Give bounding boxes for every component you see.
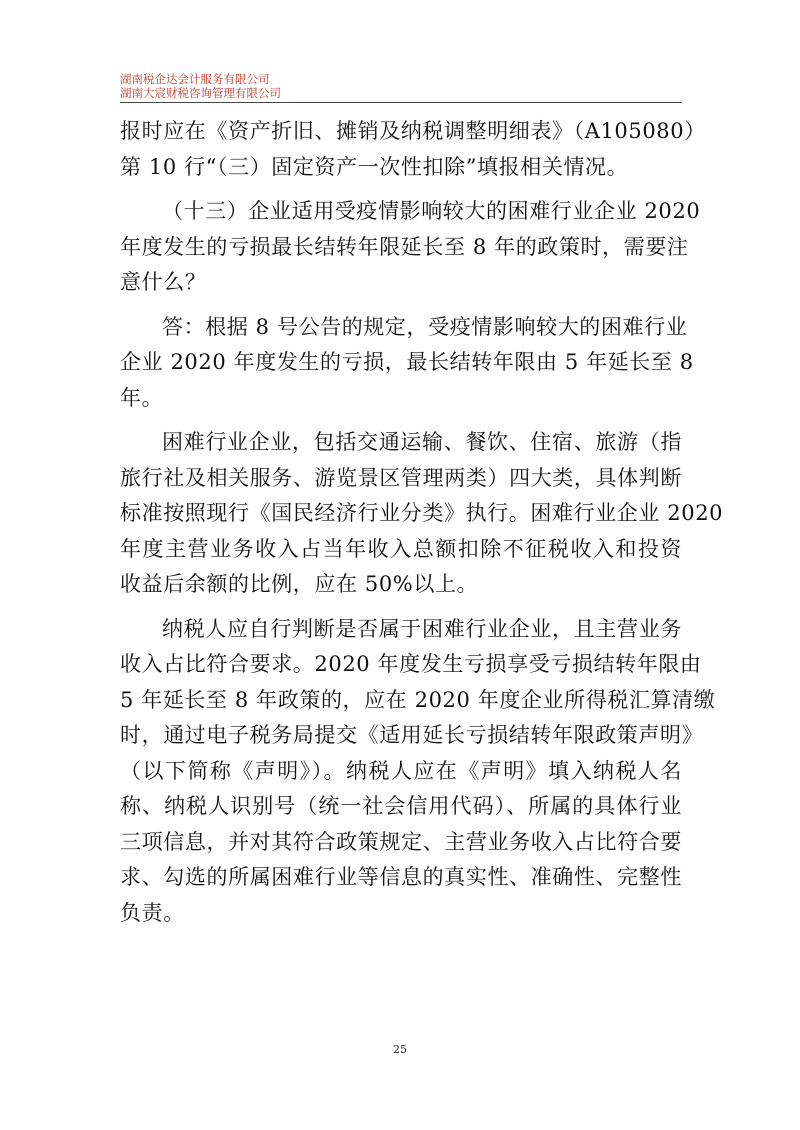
text-line: 负责。 [120,900,185,925]
text-line: 5 年延长至 8 年政策的，应在 2020 年度企业所得税汇算清缴 [120,687,716,712]
text-line: 企业 2020 年度发生的亏损，最长结转年限由 5 年延长至 8 [120,350,694,374]
header-company-1: 湖南税企达会计服务有限公司 [120,72,270,86]
text-line: 困难行业企业，包括交通运输、餐饮、住宿、旅游（指 [162,430,682,454]
text-line: 报时应在《资产折旧、摊销及纳税调整明细表》（A105080） [120,119,706,143]
text-line: 收入占比符合要求。2020 年度发生亏损享受亏损结转年限由 [120,652,702,676]
paragraph-4 [120,425,724,603]
text-line: 时，通过电子税务局提交《适用延长亏损结转年限政策声明》 [120,723,704,747]
header-company-2: 湖南大宸财税咨询管理有限公司 [120,86,281,100]
text-line: 意什么？ [120,270,207,294]
paragraph-5 [120,612,716,932]
paragraph-1 [120,114,706,185]
paragraph-3 [120,310,694,417]
text-line: 年度发生的亏损最长结转年限延长至 8 年的政策时，需要注 [120,234,689,259]
text-line: 三项信息，并对其符合政策规定、主营业务收入占比符合要 [120,829,682,854]
text-line: （十三）企业适用受疫情影响较大的困难行业企业 2020 [162,199,701,223]
header-divider [120,102,682,103]
text-line: 称、纳税人识别号（统一社会信用代码）、所属的具体行业 [120,794,682,818]
text-line: 标准按照现行《国民经济行业分类》执行。困难行业企业 2020 [120,501,724,525]
text-line: 纳税人应自行判断是否属于困难行业企业，且主营业务 [162,616,682,641]
text-line: 年。 [120,385,164,410]
text-line: 答：根据 8 号公告的规定，受疫情影响较大的困难行业 [162,314,688,339]
paragraph-2 [120,194,701,301]
text-line: 年度主营业务收入占当年收入总额扣除不征税收入和投资 [120,536,682,561]
text-line: 收益后余额的比例，应在 50%以上。 [120,572,479,596]
text-line: 求、勾选的所属困难行业等信息的真实性、准确性、完整性 [120,865,682,889]
document-body [120,114,724,931]
text-line: （以下简称《声明》）。纳税人应在《声明》填入纳税人名 [120,758,682,783]
page-number: 25 [393,1043,407,1056]
page-header [120,72,281,100]
text-line: 旅行社及相关服务、游览景区管理两类）四大类，具体判断 [120,465,682,490]
text-line: 第 10 行“（三）固定资产一次性扣除”填报相关情况。 [120,154,629,179]
